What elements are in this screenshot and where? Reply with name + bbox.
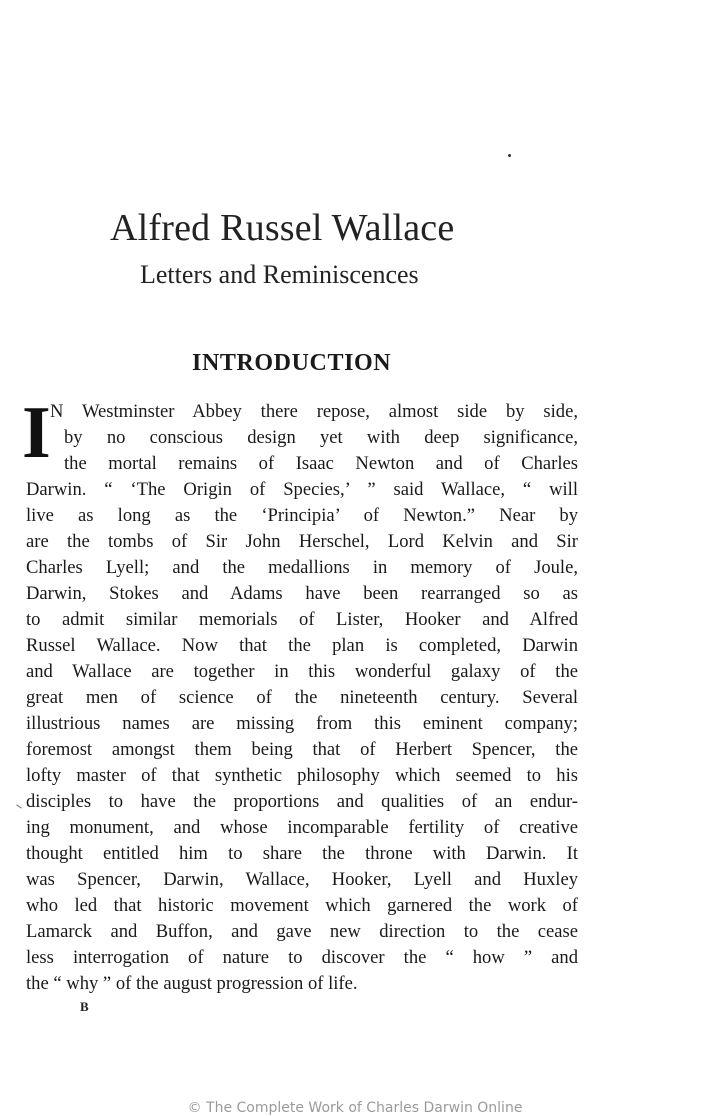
book-title: Alfred Russel Wallace bbox=[110, 207, 455, 249]
body-line: thought entitled him to share the throne with Darwin. It bbox=[26, 843, 578, 864]
section-heading: INTRODUCTION bbox=[192, 350, 392, 376]
body-line: and Wallace are together in this wonderful galaxy of the bbox=[26, 661, 578, 682]
stray-ink-mark bbox=[508, 154, 511, 157]
body-line: Lamarck and Buffon, and gave new direction to the cease bbox=[26, 921, 578, 942]
book-subtitle: Letters and Reminiscences bbox=[140, 260, 419, 289]
body-line: who led that historic movement which garnered the work of bbox=[26, 895, 578, 916]
body-line: by no conscious design yet with deep significance, bbox=[64, 427, 578, 448]
body-line: foremost amongst them being that of Herbert Spencer, the bbox=[26, 739, 578, 760]
body-line: lofty master of that synthetic philosophy which seemed to his bbox=[26, 765, 578, 786]
body-line: to admit similar memorials of Lister, Hooker and Alfred bbox=[26, 609, 578, 630]
drop-cap: I bbox=[22, 392, 51, 474]
body-line-last: the “ why ” of the august progression of life. bbox=[26, 973, 358, 994]
signature-mark: B bbox=[80, 999, 89, 1014]
body-line: ing monument, and whose incomparable fertility of creative bbox=[26, 817, 578, 838]
body-line: illustrious names are missing from this eminent company; bbox=[26, 713, 578, 734]
body-line: N Westminster Abbey there repose, almost side by side, bbox=[50, 401, 578, 422]
body-line: was Spencer, Darwin, Wallace, Hooker, Lyell and Huxley bbox=[26, 869, 578, 890]
body-line: Darwin. “ ‘The Origin of Species,’ ” said Wallace, “ will bbox=[26, 479, 578, 500]
body-line: the mortal remains of Isaac Newton and of Charles bbox=[64, 453, 578, 474]
body-line: less interrogation of nature to discover the “ how ” and bbox=[26, 947, 578, 968]
footer-credit: © The Complete Work of Charles Darwin Online bbox=[187, 1100, 523, 1116]
body-line: disciples to have the proportions and qualities of an endur- bbox=[26, 791, 578, 812]
body-line: are the tombs of Sir John Herschel, Lord Kelvin and Sir bbox=[26, 531, 578, 552]
body-line: great men of science of the nineteenth century. Several bbox=[26, 687, 578, 708]
margin-tick-mark bbox=[16, 804, 21, 808]
body-line: Darwin, Stokes and Adams have been rearranged so as bbox=[26, 583, 578, 604]
body-line: Charles Lyell; and the medallions in memory of Joule, bbox=[26, 557, 578, 578]
body-line: live as long as the ‘Principia’ of Newton.” Near by bbox=[26, 505, 578, 526]
body-line: Russel Wallace. Now that the plan is completed, Darwin bbox=[26, 635, 578, 656]
